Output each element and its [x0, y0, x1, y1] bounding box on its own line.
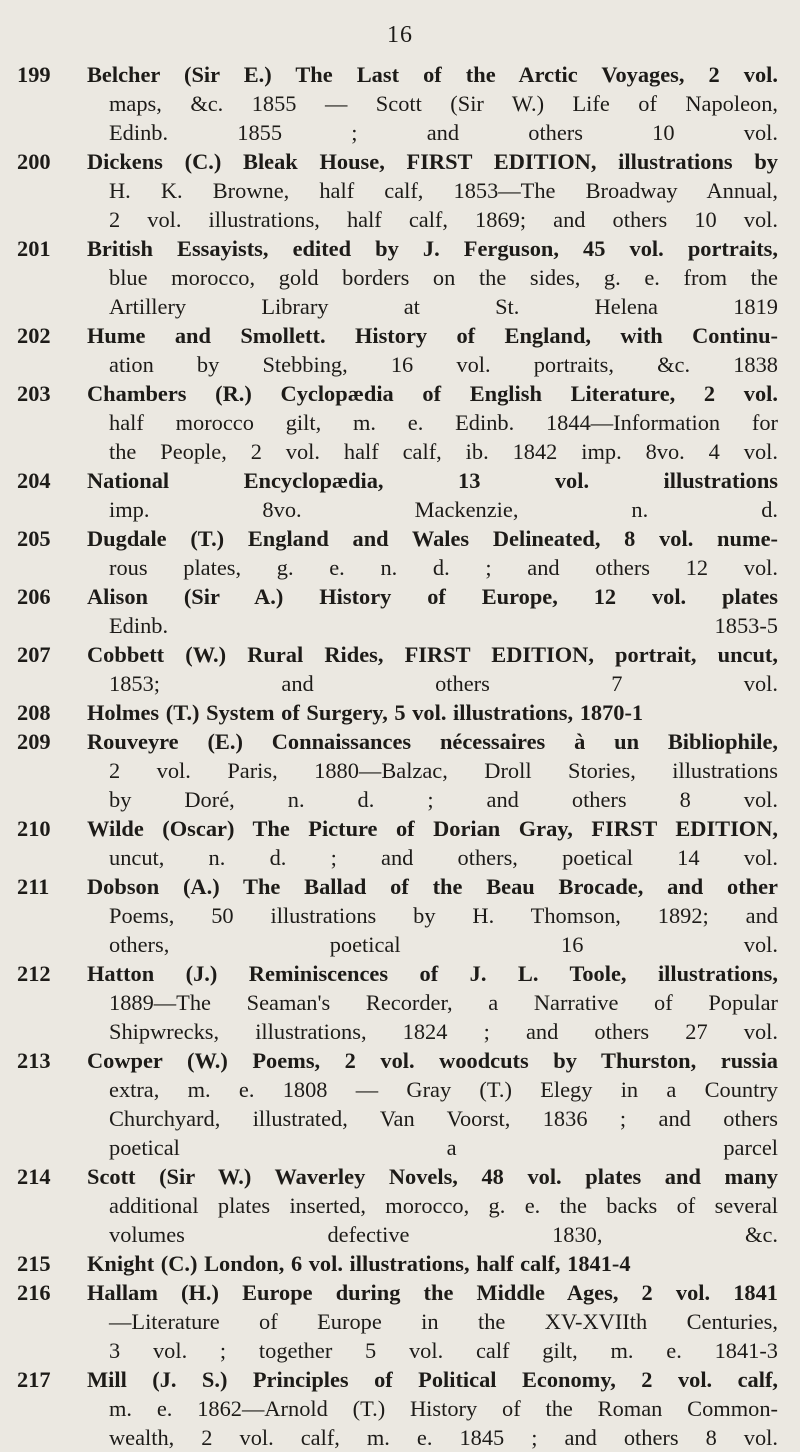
lot-entry — [0, 727, 800, 814]
lot-entry — [0, 1046, 800, 1162]
lot-description-line: blue morocco, gold borders on the sides, g. e. from the — [109, 265, 778, 290]
lot-description-line: by Doré, n. d. ; and others 8 vol. — [109, 787, 778, 812]
lot-description-line: Churchyard, illustrated, Van Voorst, 1836 ; and others — [109, 1106, 778, 1131]
lot-description-line: Rouveyre (E.) Connaissances nécessaires à un Bibliophile, — [87, 729, 778, 754]
lot-number: 208 — [17, 700, 51, 725]
lot-description-line: Chambers (R.) Cyclopædia of English Literature, 2 vol. — [87, 381, 778, 406]
lot-number: 207 — [17, 642, 51, 667]
lot-description-line: Hatton (J.) Reminiscences of J. L. Toole, illustrations, — [87, 961, 778, 986]
lot-description-line: 2 vol. illustrations, half calf, 1869; and others 10 vol. — [109, 207, 778, 232]
lot-entry — [0, 640, 800, 698]
lot-number: 203 — [17, 381, 51, 406]
lot-entry — [0, 814, 800, 872]
lot-entry — [0, 234, 800, 321]
lot-description-line: poetical a parcel — [109, 1135, 778, 1160]
lot-entry — [0, 60, 800, 147]
lot-description-line: H. K. Browne, half calf, 1853—The Broadway Annual, — [109, 178, 778, 203]
lot-number: 201 — [17, 236, 51, 261]
lot-number: 215 — [17, 1251, 51, 1276]
lot-description-line: wealth, 2 vol. calf, m. e. 1845 ; and others 8 vol. — [109, 1425, 778, 1450]
lot-description-line: Edinb. 1855 ; and others 10 vol. — [109, 120, 778, 145]
lot-description-line: Holmes (T.) System of Surgery, 5 vol. illustrations, 1870-1 — [87, 700, 644, 725]
lot-number: 209 — [17, 729, 51, 754]
lot-description-line: uncut, n. d. ; and others, poetical 14 vol. — [109, 845, 778, 870]
lot-description-line: Dugdale (T.) England and Wales Delineated, 8 vol. nume- — [87, 526, 778, 551]
lot-entry — [0, 524, 800, 582]
lot-number: 204 — [17, 468, 51, 493]
lot-description-line: Dickens (C.) Bleak House, FIRST EDITION, illustrations by — [87, 149, 778, 174]
lot-entry — [0, 147, 800, 234]
lot-description-line: Belcher (Sir E.) The Last of the Arctic Voyages, 2 vol. — [87, 62, 778, 87]
lot-description-line: Artillery Library at St. Helena 1819 — [109, 294, 778, 319]
lot-description-line: Dobson (A.) The Ballad of the Beau Brocade, and other — [87, 874, 778, 899]
lot-description-line: the People, 2 vol. half calf, ib. 1842 imp. 8vo. 4 vol. — [109, 439, 778, 464]
lot-description-line: others, poetical 16 vol. — [109, 932, 778, 957]
lot-entry — [0, 379, 800, 466]
lot-description-line: 2 vol. Paris, 1880—Balzac, Droll Stories, illustrations — [109, 758, 778, 783]
lot-description-line: Cowper (W.) Poems, 2 vol. woodcuts by Thurston, russia — [87, 1048, 778, 1073]
lot-entry — [0, 1365, 800, 1452]
lot-description-line: Edinb. 1853-5 — [109, 613, 778, 638]
lot-description-line: Cobbett (W.) Rural Rides, FIRST EDITION, portrait, uncut, — [87, 642, 778, 667]
lot-entry — [0, 1278, 800, 1365]
lot-number: 205 — [17, 526, 51, 551]
lot-number: 202 — [17, 323, 51, 348]
lot-number: 212 — [17, 961, 51, 986]
lot-description-line: British Essayists, edited by J. Ferguson, 45 vol. portraits, — [87, 236, 778, 261]
lot-description-line: 3 vol. ; together 5 vol. calf gilt, m. e. 1841-3 — [109, 1338, 778, 1363]
lot-number: 217 — [17, 1367, 51, 1392]
lot-description-line: —Literature of Europe in the XV-XVIIth Centuries, — [109, 1309, 778, 1334]
lot-description-line: Poems, 50 illustrations by H. Thomson, 1892; and — [109, 903, 778, 928]
lot-entry — [0, 466, 800, 524]
lot-entry — [0, 698, 800, 727]
lot-description-line: Mill (J. S.) Principles of Political Economy, 2 vol. calf, — [87, 1367, 778, 1392]
lot-number: 213 — [17, 1048, 51, 1073]
lot-description-line: m. e. 1862—Arnold (T.) History of the Roman Common- — [109, 1396, 778, 1421]
lot-description-line: half morocco gilt, m. e. Edinb. 1844—Information for — [109, 410, 778, 435]
lot-description-line: Knight (C.) London, 6 vol. illustrations, half calf, 1841-4 — [87, 1251, 631, 1276]
lot-number: 199 — [17, 62, 51, 87]
lot-entry — [0, 582, 800, 640]
lot-number: 214 — [17, 1164, 51, 1189]
lot-entry — [0, 872, 800, 959]
lot-entry — [0, 1249, 800, 1278]
lot-description-line: volumes defective 1830, &c. — [109, 1222, 778, 1247]
lot-description-line: additional plates inserted, morocco, g. e. the backs of several — [109, 1193, 778, 1218]
lot-description-line: extra, m. e. 1808 — Gray (T.) Elegy in a Country — [109, 1077, 778, 1102]
lot-entry — [0, 321, 800, 379]
page-number: 16 — [387, 22, 413, 48]
lot-description-line: ation by Stebbing, 16 vol. portraits, &c. 1838 — [109, 352, 778, 377]
lot-entry — [0, 1162, 800, 1249]
lot-number: 211 — [17, 874, 50, 899]
lot-number: 210 — [17, 816, 51, 841]
lot-description-line: rous plates, g. e. n. d. ; and others 12 vol. — [109, 555, 778, 580]
lot-number: 200 — [17, 149, 51, 174]
lot-list — [0, 60, 800, 1452]
lot-description-line: 1853; and others 7 vol. — [109, 671, 778, 696]
lot-description-line: imp. 8vo. Mackenzie, n. d. — [109, 497, 778, 522]
lot-description-line: Wilde (Oscar) The Picture of Dorian Gray, FIRST EDITION, — [87, 816, 778, 841]
lot-number: 216 — [17, 1280, 51, 1305]
lot-description-line: Hallam (H.) Europe during the Middle Ages, 2 vol. 1841 — [87, 1280, 778, 1305]
lot-description-line: Alison (Sir A.) History of Europe, 12 vol. plates — [87, 584, 778, 609]
lot-number: 206 — [17, 584, 51, 609]
lot-description-line: Scott (Sir W.) Waverley Novels, 48 vol. plates and many — [87, 1164, 778, 1189]
lot-description-line: 1889—The Seaman's Recorder, a Narrative of Popular — [109, 990, 778, 1015]
lot-description-line: National Encyclopædia, 13 vol. illustrations — [87, 468, 778, 493]
lot-description-line: Hume and Smollett. History of England, with Continu- — [87, 323, 778, 348]
lot-entry — [0, 959, 800, 1046]
lot-description-line: maps, &c. 1855 — Scott (Sir W.) Life of Napoleon, — [109, 91, 778, 116]
lot-description-line: Shipwrecks, illustrations, 1824 ; and others 27 vol. — [109, 1019, 778, 1044]
